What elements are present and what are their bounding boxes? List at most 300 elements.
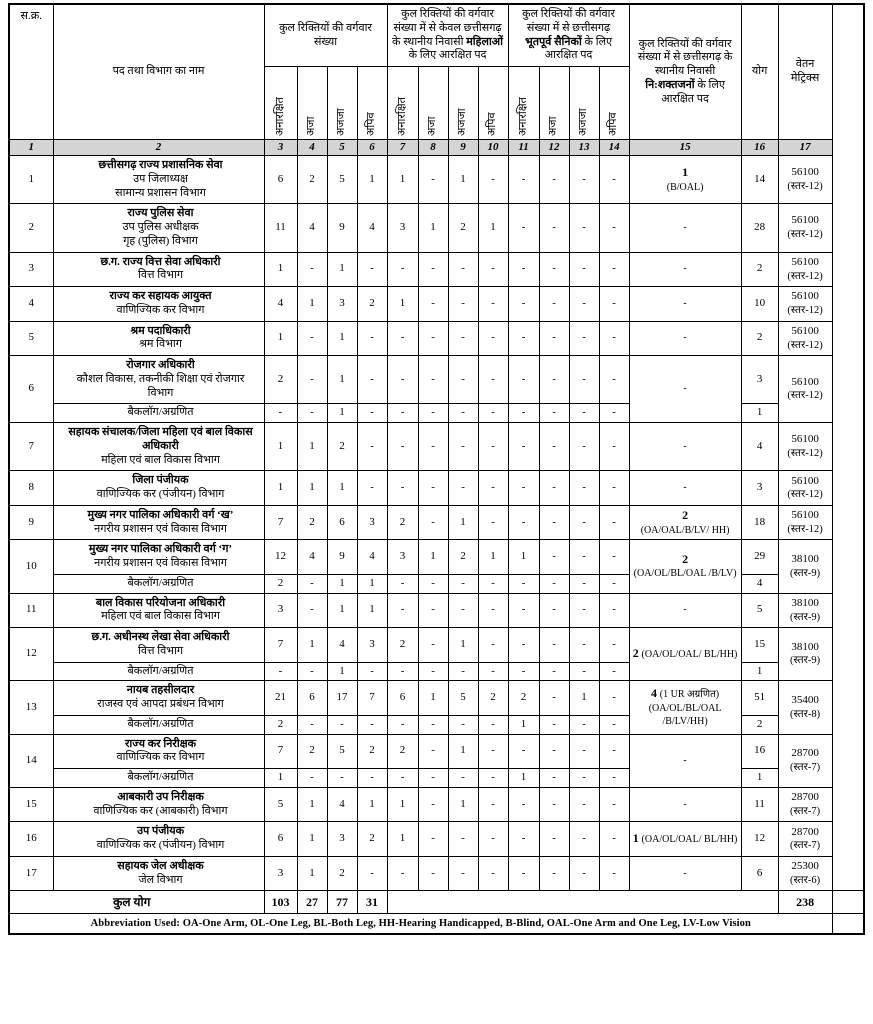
post-title: मुख्य नगर पालिका अधिकारी वर्ग ‘ग’	[88, 543, 233, 556]
pay-level: (स्तर-9)	[790, 611, 821, 623]
row-cell-c13: -	[569, 593, 599, 628]
row-total: 5	[741, 593, 778, 628]
row-cell-c9: 1	[448, 734, 478, 769]
pay-amount: 28700	[791, 825, 819, 838]
row-cell-c12: -	[539, 471, 569, 506]
row-cell-c4: 2	[297, 505, 327, 540]
colnum-13: 13	[569, 140, 599, 156]
row-cell-c13: 1	[569, 681, 599, 716]
pay-amount: 38100	[791, 596, 819, 609]
row-divyang-reserved	[629, 593, 741, 628]
row-total: 51	[741, 681, 778, 716]
table-row	[9, 252, 864, 287]
row-cell-c13: -	[569, 156, 599, 204]
divyang-abbr: -	[683, 482, 687, 494]
row-divyang-reserved	[629, 321, 741, 356]
pay-level: (स्तर-7)	[790, 840, 821, 852]
backlog-cell-c3: 2	[264, 574, 297, 593]
table-row	[9, 156, 864, 204]
row-cell-c5: 3	[327, 822, 357, 857]
row-pay-matrix	[778, 593, 832, 628]
row-cell-c4: 1	[297, 787, 327, 822]
row-pay-matrix	[778, 540, 832, 593]
row-cell-c14: -	[599, 156, 629, 204]
row-cell-c14: -	[599, 822, 629, 857]
row-serial: 16	[9, 822, 53, 857]
pay-level: (स्तर-12)	[787, 390, 823, 402]
row-cell-c14: -	[599, 787, 629, 822]
row-cell-c3: 6	[264, 822, 297, 857]
post-department: महिला एवं बाल विकास विभाग	[101, 453, 220, 466]
backlog-cell-c10: -	[478, 662, 508, 681]
divyang-abbr: -	[683, 332, 687, 344]
table-body	[9, 156, 864, 891]
post-department: वित्त विभाग	[137, 644, 184, 657]
row-cell-c5: 6	[327, 505, 357, 540]
row-cell-c3: 1	[264, 252, 297, 287]
row-cell-c8: -	[418, 356, 448, 404]
row-total: 11	[741, 787, 778, 822]
divyang-abbr: -	[683, 263, 687, 275]
row-cell-c8: -	[418, 856, 448, 891]
row-cell-c10: -	[478, 593, 508, 628]
row-cell-c4: 1	[297, 856, 327, 891]
row-cell-c7: -	[387, 471, 418, 506]
row-cell-c11: -	[508, 787, 539, 822]
row-cell-c10: 1	[478, 540, 508, 575]
row-cell-c4: 1	[297, 628, 327, 663]
row-cell-c10: -	[478, 822, 508, 857]
row-cell-c8: -	[418, 287, 448, 322]
row-cell-c8: -	[418, 628, 448, 663]
divyang-abbr: -	[683, 604, 687, 616]
post-department: वित्त विभाग	[137, 269, 184, 282]
pay-level: (स्तर-9)	[790, 567, 821, 579]
colnum-6: 6	[357, 140, 387, 156]
backlog-cell-c11: -	[508, 662, 539, 681]
grand-total-sum: 238	[778, 891, 832, 914]
grand-total-blank	[387, 891, 778, 914]
row-cell-c5: 2	[327, 856, 357, 891]
row-cell-c8: 1	[418, 681, 448, 716]
row-cell-c12: -	[539, 252, 569, 287]
row-cell-c12: -	[539, 156, 569, 204]
post-title: श्रम पदाधिकारी	[130, 324, 191, 337]
row-cell-c11: -	[508, 734, 539, 769]
row-cell-c10: -	[478, 628, 508, 663]
post-department: वाणिज्यिक कर (पंजीयन) विभाग	[96, 839, 225, 851]
row-cell-c6: -	[357, 423, 387, 471]
row-cell-c6: -	[357, 356, 387, 404]
pay-level: (स्तर-12)	[787, 489, 823, 501]
row-cell-c3: 3	[264, 856, 297, 891]
colnum-11: 11	[508, 140, 539, 156]
colnum-4: 4	[297, 140, 327, 156]
row-cell-c12: -	[539, 423, 569, 471]
backlog-cell-c12: -	[539, 404, 569, 423]
row-cell-c10: -	[478, 321, 508, 356]
row-cell-c10: -	[478, 505, 508, 540]
row-cell-c10: 1	[478, 204, 508, 252]
pay-amount: 28700	[791, 791, 819, 804]
header-cat-obc-exservice: अपिव	[599, 67, 629, 140]
row-cell-c4: 6	[297, 681, 327, 716]
row-cell-c14: -	[599, 204, 629, 252]
backlog-cell-c8: -	[418, 662, 448, 681]
header-cat-st-total: अजजा	[327, 67, 357, 140]
backlog-cell-c9: -	[448, 769, 478, 788]
backlog-cell-c12: -	[539, 715, 569, 734]
row-total: 16	[741, 734, 778, 769]
row-serial: 8	[9, 471, 53, 506]
backlog-total: 1	[741, 769, 778, 788]
row-total: 6	[741, 856, 778, 891]
backlog-cell-c7: -	[387, 715, 418, 734]
row-post-name	[53, 505, 264, 540]
post-department: सामान्य प्रशासन विभाग	[115, 186, 206, 199]
row-total: 29	[741, 540, 778, 575]
row-total: 2	[741, 321, 778, 356]
row-cell-c8: -	[418, 593, 448, 628]
backlog-cell-c7: -	[387, 769, 418, 788]
backlog-cell-c6: -	[357, 715, 387, 734]
divyang-count: 4	[651, 685, 658, 700]
header-total: योग	[741, 4, 778, 140]
row-cell-c14: -	[599, 540, 629, 575]
post-title: राज्य पुलिस सेवा	[127, 207, 194, 220]
pay-level: (स्तर-12)	[787, 305, 823, 317]
divyang-abbr: -	[683, 754, 687, 766]
table-row	[9, 628, 864, 663]
table-row	[9, 787, 864, 822]
backlog-cell-c3: 1	[264, 769, 297, 788]
row-serial: 14	[9, 734, 53, 787]
backlog-cell-c10: -	[478, 769, 508, 788]
row-cell-c9: 5	[448, 681, 478, 716]
backlog-cell-c9: -	[448, 574, 478, 593]
row-cell-c9: -	[448, 287, 478, 322]
row-divyang-reserved	[629, 734, 741, 787]
row-cell-c8: -	[418, 252, 448, 287]
post-title: छ.ग. अधीनस्थ लेखा सेवा अधिकारी	[91, 631, 230, 643]
row-cell-c6: 4	[357, 540, 387, 575]
row-total: 10	[741, 287, 778, 322]
colnum-8: 8	[418, 140, 448, 156]
post-department: विभाग	[147, 386, 174, 399]
row-cell-c11: 1	[508, 540, 539, 575]
backlog-cell-c4: -	[297, 404, 327, 423]
backlog-cell-c13: -	[569, 715, 599, 734]
row-cell-c12: -	[539, 287, 569, 322]
grand-total-obc: 31	[357, 891, 387, 914]
row-cell-c7: 1	[387, 822, 418, 857]
header-cat-st-exservice: अजजा	[569, 67, 599, 140]
row-cell-c3: 1	[264, 321, 297, 356]
row-cell-c14: -	[599, 593, 629, 628]
colnum-1: 1	[9, 140, 53, 156]
row-pay-matrix	[778, 787, 832, 822]
colnum-17: 17	[778, 140, 832, 156]
pay-amount: 56100	[791, 433, 819, 446]
backlog-cell-c6: -	[357, 404, 387, 423]
row-cell-c11: -	[508, 593, 539, 628]
row-total: 4	[741, 423, 778, 471]
grand-total-sc: 27	[297, 891, 327, 914]
row-cell-c11: -	[508, 628, 539, 663]
row-cell-c5: 1	[327, 252, 357, 287]
row-cell-c11: -	[508, 856, 539, 891]
row-serial: 9	[9, 505, 53, 540]
row-cell-c7: -	[387, 356, 418, 404]
row-serial: 4	[9, 287, 53, 322]
row-cell-c14: -	[599, 505, 629, 540]
post-department: नगरीय प्रशासन एवं विकास विभाग	[94, 522, 227, 535]
row-serial: 2	[9, 204, 53, 252]
row-cell-c10: -	[478, 356, 508, 404]
row-cell-c3: 7	[264, 505, 297, 540]
column-number-row	[9, 140, 864, 156]
post-title: मुख्य नगर पालिका अधिकारी वर्ग ‘ख’	[87, 508, 234, 521]
colnum-9: 9	[448, 140, 478, 156]
row-pay-matrix	[778, 628, 832, 681]
row-post-name	[53, 681, 264, 716]
backlog-cell-c4: -	[297, 769, 327, 788]
row-divyang-reserved	[629, 252, 741, 287]
row-serial: 1	[9, 156, 53, 204]
backlog-cell-c5: -	[327, 769, 357, 788]
pay-amount: 35400	[791, 693, 819, 706]
backlog-label: बैकलॉग/अग्रणित	[53, 574, 264, 593]
backlog-cell-c13: -	[569, 574, 599, 593]
divyang-abbr: (1 UR अग्रणित) (OA/OL/BL/OAL /B/LV/HH)	[648, 688, 722, 728]
divyang-abbr: (OA/OL/OAL/ BL/HH)	[641, 649, 738, 661]
grand-total-label: कुल योग	[9, 891, 264, 914]
row-serial: 13	[9, 681, 53, 734]
row-cell-c14: -	[599, 423, 629, 471]
row-serial: 7	[9, 423, 53, 471]
row-cell-c3: 11	[264, 204, 297, 252]
post-title: राज्य कर निरीक्षक	[124, 737, 197, 750]
row-pay-matrix	[778, 856, 832, 891]
backlog-label: बैकलॉग/अग्रणित	[53, 662, 264, 681]
row-cell-c6: -	[357, 321, 387, 356]
row-cell-c5: 1	[327, 471, 357, 506]
row-post-name	[53, 787, 264, 822]
pay-amount: 56100	[791, 214, 819, 227]
row-cell-c4: 4	[297, 540, 327, 575]
table-row	[9, 204, 864, 252]
row-cell-c13: -	[569, 287, 599, 322]
backlog-cell-c3: 2	[264, 715, 297, 734]
post-designation: उप जिलाध्यक्ष	[133, 172, 188, 185]
row-pay-matrix	[778, 204, 832, 252]
row-cell-c4: 1	[297, 822, 327, 857]
row-cell-c11: -	[508, 321, 539, 356]
row-cell-c8: -	[418, 505, 448, 540]
row-divyang-reserved	[629, 628, 741, 681]
row-cell-c12: -	[539, 822, 569, 857]
post-department: श्रम विभाग	[139, 338, 182, 351]
backlog-total: 4	[741, 574, 778, 593]
row-pay-matrix	[778, 734, 832, 787]
row-cell-c5: 4	[327, 628, 357, 663]
row-cell-c12: -	[539, 734, 569, 769]
row-divyang-reserved	[629, 471, 741, 506]
row-pay-matrix	[778, 505, 832, 540]
row-total: 14	[741, 156, 778, 204]
row-cell-c10: -	[478, 287, 508, 322]
header-cat-sc-women: अजा	[418, 67, 448, 140]
table-row	[9, 734, 864, 769]
row-cell-c11: -	[508, 471, 539, 506]
post-title: जिला पंजीयक	[132, 474, 189, 487]
row-cell-c12: -	[539, 681, 569, 716]
row-cell-c6: 3	[357, 505, 387, 540]
row-cell-c11: 2	[508, 681, 539, 716]
backlog-cell-c4: -	[297, 662, 327, 681]
row-cell-c8: 1	[418, 540, 448, 575]
row-cell-c13: -	[569, 628, 599, 663]
row-cell-c5: 9	[327, 540, 357, 575]
row-cell-c6: -	[357, 471, 387, 506]
row-cell-c6: 2	[357, 734, 387, 769]
row-cell-c4: -	[297, 252, 327, 287]
row-cell-c14: -	[599, 356, 629, 404]
header-cat-sc-exservice: अजा	[539, 67, 569, 140]
row-cell-c4: 1	[297, 471, 327, 506]
divyang-count: 2	[682, 551, 689, 566]
row-cell-c13: -	[569, 252, 599, 287]
row-cell-c3: 5	[264, 787, 297, 822]
row-cell-c9: -	[448, 593, 478, 628]
table-row	[9, 356, 864, 404]
backlog-cell-c6: 1	[357, 574, 387, 593]
backlog-cell-c11: -	[508, 574, 539, 593]
row-serial: 12	[9, 628, 53, 681]
backlog-total: 2	[741, 715, 778, 734]
row-cell-c9: -	[448, 822, 478, 857]
post-title: नायब तहसीलदार	[126, 684, 195, 697]
backlog-cell-c5: 1	[327, 574, 357, 593]
row-cell-c5: 4	[327, 787, 357, 822]
row-cell-c14: -	[599, 287, 629, 322]
backlog-cell-c12: -	[539, 662, 569, 681]
row-post-name	[53, 321, 264, 356]
row-cell-c11: -	[508, 505, 539, 540]
post-title: सहायक संचालक/जिला महिला एवं बाल विकास अधिकारी	[68, 426, 253, 452]
backlog-cell-c11: 1	[508, 715, 539, 734]
backlog-cell-c9: -	[448, 715, 478, 734]
pay-level: (स्तर-12)	[787, 229, 823, 241]
post-title: छ.ग. राज्य वित्त सेवा अधिकारी	[100, 255, 221, 268]
header-cat-unreserved-women: अनारक्षित	[387, 67, 418, 140]
post-department: राजस्व एवं आपदा प्रबंधन विभाग	[97, 698, 224, 710]
post-department: महिला एवं बाल विकास विभाग	[101, 610, 220, 623]
row-divyang-reserved	[629, 204, 741, 252]
row-cell-c8: -	[418, 787, 448, 822]
post-department: वाणिज्यिक कर विभाग	[116, 303, 205, 316]
row-total: 3	[741, 356, 778, 404]
row-cell-c8: -	[418, 423, 448, 471]
row-cell-c11: -	[508, 423, 539, 471]
post-department: जेल विभाग	[138, 873, 183, 886]
divyang-abbr: -	[683, 867, 687, 879]
row-cell-c10: 2	[478, 681, 508, 716]
row-pay-matrix	[778, 681, 832, 734]
table-row	[9, 856, 864, 891]
backlog-cell-c5: 1	[327, 662, 357, 681]
grand-total-row	[9, 891, 864, 914]
backlog-cell-c12: -	[539, 574, 569, 593]
divyang-abbr: (B/OAL)	[666, 181, 704, 193]
post-title: राज्य कर सहायक आयुक्त	[109, 290, 212, 302]
row-cell-c6: 1	[357, 156, 387, 204]
divyang-abbr: -	[683, 798, 687, 810]
colnum-14: 14	[599, 140, 629, 156]
row-cell-c5: 9	[327, 204, 357, 252]
row-cell-c12: -	[539, 505, 569, 540]
backlog-cell-c4: -	[297, 715, 327, 734]
backlog-cell-c5: 1	[327, 404, 357, 423]
row-cell-c14: -	[599, 856, 629, 891]
row-pay-matrix	[778, 287, 832, 322]
pay-level: (स्तर-12)	[787, 180, 823, 192]
header-cat-obc-women: अपिव	[478, 67, 508, 140]
row-cell-c7: -	[387, 856, 418, 891]
table-foot	[9, 891, 864, 935]
backlog-cell-c8: -	[418, 769, 448, 788]
backlog-cell-c14: -	[599, 404, 629, 423]
row-cell-c14: -	[599, 321, 629, 356]
backlog-cell-c14: -	[599, 769, 629, 788]
row-post-name	[53, 471, 264, 506]
row-serial: 6	[9, 356, 53, 423]
header-cat-sc-total: अजा	[297, 67, 327, 140]
row-cell-c8: 1	[418, 204, 448, 252]
row-cell-c11: -	[508, 252, 539, 287]
backlog-cell-c8: -	[418, 404, 448, 423]
row-cell-c13: -	[569, 423, 599, 471]
row-serial: 3	[9, 252, 53, 287]
row-cell-c5: 3	[327, 287, 357, 322]
table-row	[9, 321, 864, 356]
row-cell-c8: -	[418, 822, 448, 857]
row-cell-c4: -	[297, 593, 327, 628]
row-cell-c14: -	[599, 734, 629, 769]
row-cell-c12: -	[539, 540, 569, 575]
row-cell-c13: -	[569, 734, 599, 769]
row-total: 3	[741, 471, 778, 506]
colnum-7: 7	[387, 140, 418, 156]
backlog-cell-c8: -	[418, 715, 448, 734]
header-row-groups	[9, 4, 864, 67]
row-cell-c5: 2	[327, 423, 357, 471]
row-cell-c3: 3	[264, 593, 297, 628]
row-cell-c9: -	[448, 356, 478, 404]
pay-amount: 56100	[791, 474, 819, 487]
row-cell-c6: 3	[357, 628, 387, 663]
row-cell-c7: 2	[387, 734, 418, 769]
post-title: रोजगार अधिकारी	[126, 359, 195, 371]
row-post-name	[53, 628, 264, 663]
abbreviation-row	[9, 914, 864, 935]
row-post-name	[53, 734, 264, 769]
post-department: वाणिज्यिक कर (पंजीयन) विभाग	[96, 488, 225, 500]
row-post-name	[53, 423, 264, 471]
header-cat-unreserved-total: अनारक्षित	[264, 67, 297, 140]
colnum-12: 12	[539, 140, 569, 156]
row-cell-c3: 1	[264, 423, 297, 471]
